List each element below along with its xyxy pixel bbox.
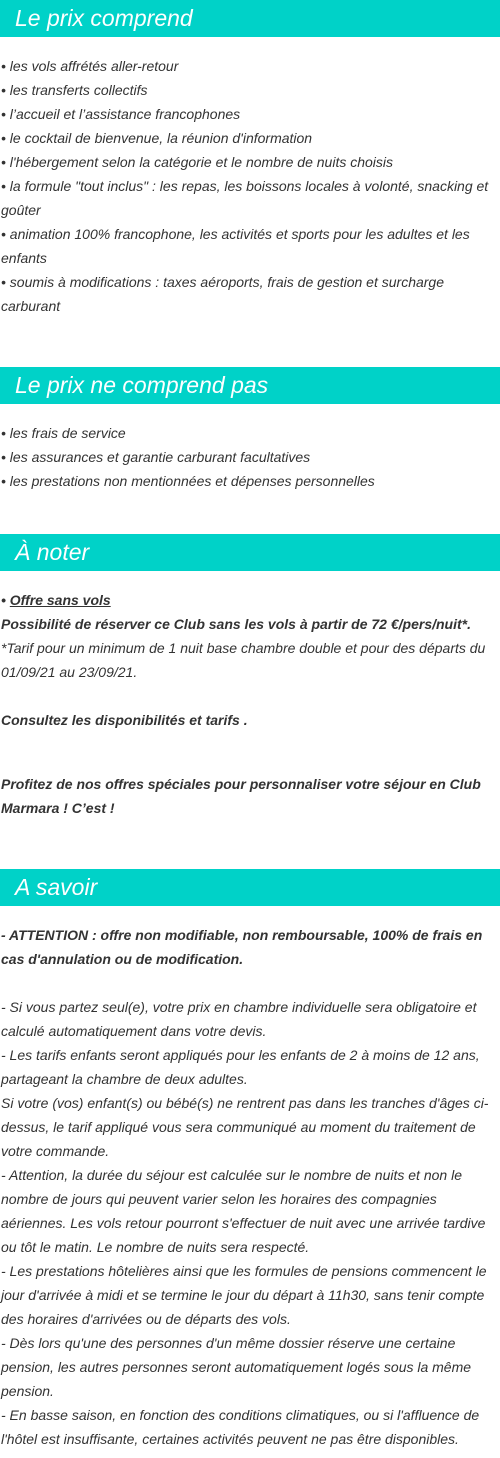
section-title-noter: À noter <box>0 534 500 571</box>
spacer <box>1 684 500 708</box>
info-line: - Les tarifs enfants seront appliqués pour les enfants de 2 à moins de 12 ans, partageant la chambre de deux adultes. <box>1 1047 480 1087</box>
section-a-savoir <box>0 869 500 1451</box>
consult-availability-text: Consultez les disponibilités et tarifs . <box>1 712 248 728</box>
info-line: - Dès lors qu'une des personnes d'un même dossier réserve une certaine pension, les autres personnes seront automatiquement logés sous la même pension. <box>1 1335 472 1399</box>
section-le-prix-ne-comprend-pas <box>0 367 500 493</box>
section-a-noter <box>0 534 500 820</box>
list-item: • les transferts collectifs <box>1 82 148 98</box>
section-title-savoir: A savoir <box>0 869 500 906</box>
list-item: • les frais de service <box>1 425 126 441</box>
list-item: • les assurances et garantie carburant facultatives <box>1 449 311 465</box>
noter-content <box>0 571 500 820</box>
list-item: • l'hébergement selon la catégorie et le nombre de nuits choisis <box>1 154 394 170</box>
info-line: Si votre (vos) enfant(s) ou bébé(s) ne rentrent pas dans les tranches d'âges ci-dessus, le tarif appliqué vous sera communiqué au moment du traitement de votre commande. <box>1 1095 489 1159</box>
list-item: • soumis à modifications : taxes aéroports, frais de gestion et surcharge carburant <box>1 274 445 314</box>
savoir-content <box>0 906 500 1451</box>
info-line: - Si vous partez seul(e), votre prix en chambre individuelle sera obligatoire et calculé automatiquement dans votre devis. <box>1 999 477 1039</box>
tarif-note: *Tarif pour un minimum de 1 nuit base chambre double et pour des départs du 01/09/21 au 23/09/21. <box>1 640 486 680</box>
info-line: - En basse saison, en fonction des conditions climatiques, ou si l'affluence de l'hôtel est insuffisante, certaines activités peuvent ne pas être disponibles. <box>1 1407 480 1447</box>
offer-title-line <box>1 588 500 612</box>
offer-text: Possibilité de réserver ce Club sans les vols à partir de 72 €/pers/nuit*. <box>1 616 471 632</box>
ne-comprend-list <box>0 404 500 493</box>
section-le-prix-comprend <box>0 0 500 318</box>
attention-text: - ATTENTION : offre non modifiable, non remboursable, 100% de frais en cas d'annulation ou de modification. <box>1 927 483 967</box>
list-item: • la formule "tout inclus" : les repas, les boissons locales à volonté, snacking et goûter <box>1 178 489 218</box>
list-item: • les vols affrétés aller-retour <box>1 58 179 74</box>
list-item: • l’accueil et l’assistance francophones <box>1 106 241 122</box>
profitez-text: Profitez de nos offres spéciales pour personnaliser votre séjour en Club Marmara ! C’est ! <box>1 776 481 816</box>
offer-title: Offre sans vols <box>9 592 111 608</box>
spacer <box>1 732 500 756</box>
list-item: • les prestations non mentionnées et dépenses personnelles <box>1 473 375 489</box>
bullet: • <box>1 592 10 608</box>
section-title-ne-comprend: Le prix ne comprend pas <box>0 367 500 404</box>
info-line: - Attention, la durée du séjour est calculée sur le nombre de nuits et non le nombre de jours qui peuvent varier selon les horaires des compagnies aériennes. Les vols retour pourront s'effectuer de nuit avec une arrivée tardive ou tôt le matin. Le nombre de nuits sera respecté. <box>1 1167 486 1255</box>
comprend-list <box>0 37 500 318</box>
info-line: - Les prestations hôtelières ainsi que les formules de pensions commencent le jour d'arrivée à midi et se termine le jour du départ à 11h30, sans tenir compte des horaires d'arrivées ou de départs des vols. <box>1 1263 487 1327</box>
section-title-comprend: Le prix comprend <box>0 0 500 37</box>
list-item: • le cocktail de bienvenue, la réunion d'information <box>1 130 313 146</box>
spacer <box>1 971 500 995</box>
spacer <box>1 756 500 772</box>
list-item: • animation 100% francophone, les activités et sports pour les adultes et les enfants <box>1 226 470 266</box>
